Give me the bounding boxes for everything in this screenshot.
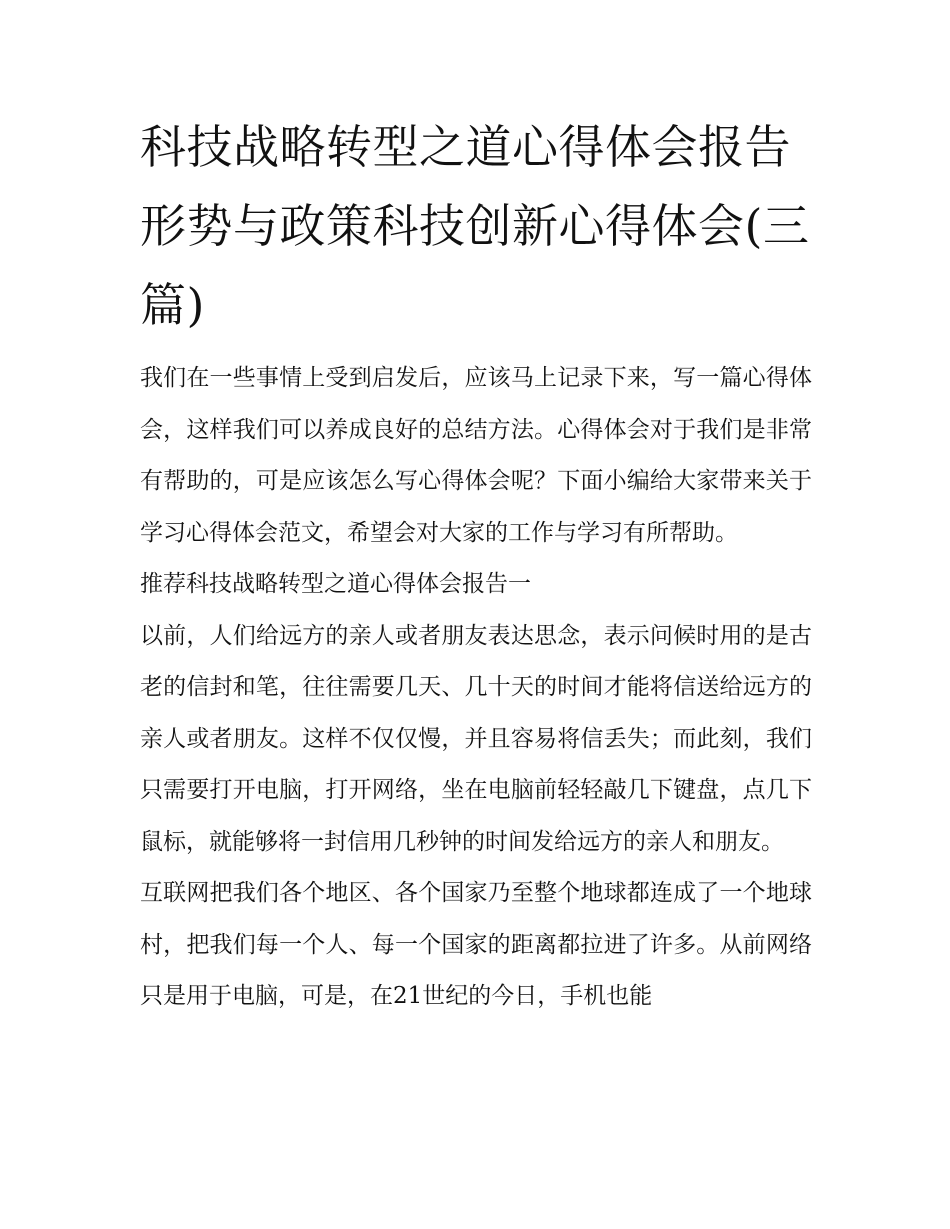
document-body <box>140 353 812 1023</box>
paragraph-intro: 我们在一些事情上受到启发后，应该马上记录下来，写一篇心得体会，这样我们可以养成良好的总结方法。心得体会对于我们是非常有帮助的，可是应该怎么写心得体会呢？下面小编给大家带来关于学习心得体会范文，希望会对大家的工作与学习有所帮助。 <box>140 365 812 546</box>
document-title: 科技战略转型之道心得体会报告 形势与政策科技创新心得体会(三篇) <box>140 120 810 332</box>
document-page <box>140 108 812 1023</box>
paragraph-letters: 以前，人们给远方的亲人或者朋友表达思念，表示问候时用的是古老的信封和笔，往往需要几天、几十天的时间才能将信送给远方的亲人或者朋友。这样不仅仅慢，并且容易将信丢失；而此刻，我们只需要打开电脑，打开网络，坐在电脑前轻轻敲几下键盘，点几下鼠标，就能够将一封信用几秒钟的时间发给远方的亲人和朋友。 <box>140 622 812 855</box>
paragraph-internet: 互联网把我们各个地区、各个国家乃至整个地球都连成了一个地球村，把我们每一个人、每一个国家的距离都拉进了许多。从前网络只是用于电脑，可是，在21世纪的今日，手机也能 <box>140 880 812 1009</box>
paragraph-section-heading: 推荐科技战略转型之道心得体会报告一 <box>140 571 531 597</box>
